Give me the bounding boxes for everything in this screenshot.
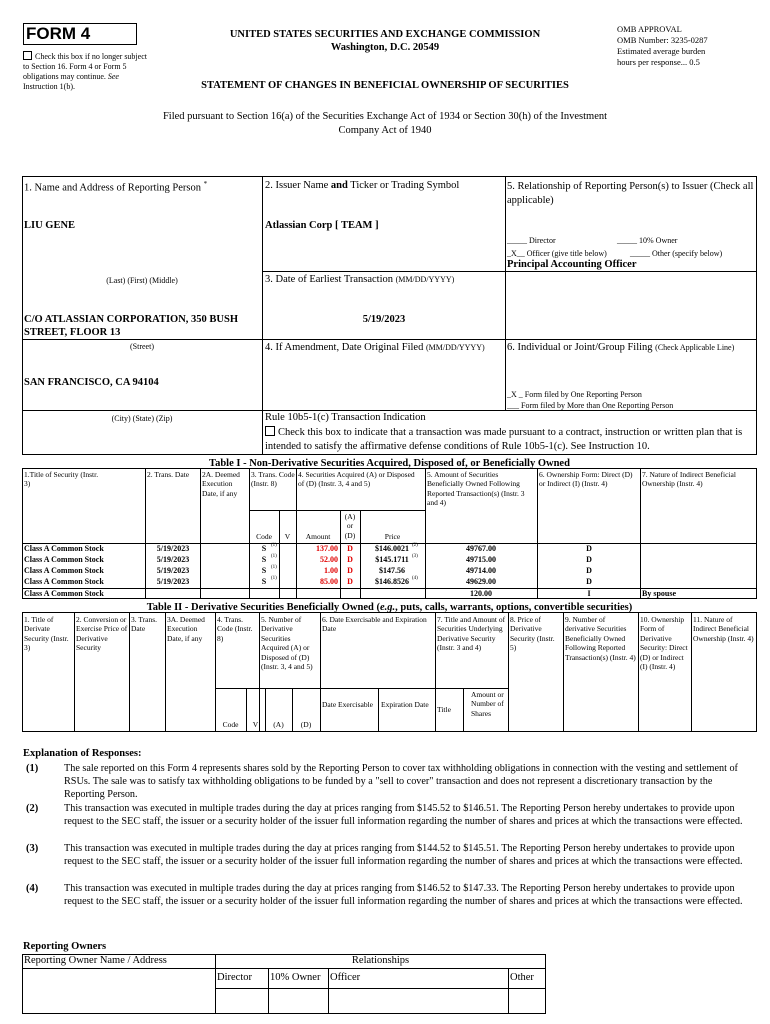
t1-row-title: Class A Common Stock [24,577,104,586]
owners-name-col: Reporting Owner Name / Address [24,955,167,966]
t1-row-date: 5/19/2023 [156,555,190,564]
t1-row-date: 5/19/2023 [156,577,190,586]
t1-row-owned: 49629.00 [466,577,496,586]
t1-row-price-footnote[interactable]: (3) [412,554,418,559]
street-address: C/O ATLASSIAN CORPORATION, 350 BUSH STREET, FLOOR 13 [24,314,239,339]
t1-row-owned: 49714.00 [466,566,496,575]
earliest-transaction-date: 5/19/2023 [362,314,406,325]
t1-row-nature: By spouse [642,589,677,598]
filing-label: 6. Individual or Joint/Group Filing (Check Applicable Line) [507,342,735,353]
t2-sub-amount: Amount or Number of Shares [471,690,504,718]
table1-title: Table I - Non-Derivative Securities Acquired, Disposed of, or Beneficially Owned [209,458,570,469]
t1-h6: 6. Ownership Form: Direct (D) or Indirect (I) (Instr. 4) [539,470,633,489]
t1-row-form: D [586,544,592,553]
t2-h7: 7. Title and Amount of Securities Underlying Derivative Security (Instr. 3 and 4) [437,615,506,653]
t1-h7: 7. Nature of Indirect Beneficial Ownership (Instr. 4) [642,470,736,489]
city-state-zip: SAN FRANCISCO, CA 94104 [24,377,159,388]
t1-row-price-footnote[interactable]: (4) [412,576,418,581]
t1-row-code-footnote[interactable]: (1) [271,554,277,559]
t2-h2: 2. Conversion or Exercise Price of Derivative Security [76,615,128,653]
t1-row-amount: 85.00 [320,577,338,586]
rule-10b5-checkbox[interactable] [265,426,275,436]
owners-relationships: Relationships [351,955,410,966]
t1-row-title: Class A Common Stock [24,589,104,598]
explanation-number: (2) [26,803,39,814]
instruction-ref: Instruction 1(b). [23,82,75,91]
table2-title: Table II - Derivative Securities Beneficially Owned (e.g., puts, calls, warrants, options, convertible securities) [146,602,633,613]
t2-h6: 6. Date Exercisable and Expiration Date [322,615,427,634]
t1-row-date: 5/19/2023 [156,566,190,575]
section16-checkbox-text: Check this box if no longer subject to Section 16. Form 4 or Form 5 obligations may continue. [23,52,147,81]
t1-row-code-footnote[interactable]: (1) [271,565,277,570]
filed-pursuant: Filed pursuant to Section 16(a) of the Securities Exchange Act of 1934 or Section 30(h) of the Investment Company Act of 1940 [162,111,608,136]
filing-one-person[interactable]: _X _ Form filed by One Reporting Person [507,390,642,399]
explanation-text: The sale reported on this Form 4 represents shares sold by the Reporting Person to cover tax withholding obligations in connection with the vesting and settlement of RSUs. The sale was to satisfy tax withholding obligations to be funded by a "sell to cover" transaction and does not represent a discretionary transaction by the Reporting Person. [64,763,738,800]
explanation-text: This transaction was executed in multiple trades during the day at prices ranging from $145.52 to $146.51. The Reporting Person hereby undertakes to provide upon request to the SEC staff, the issuer or a security holder of the issuer full information regarding the number of shares and prices at which the transactions were effected. [64,803,743,827]
section16-checkbox-block [23,51,151,92]
t1-row-aord: D [347,566,353,575]
t2-h11: 11. Nature of Indirect Beneficial Ownership (Instr. 4) [693,615,754,643]
t1-sub-amount: Amount [305,532,331,541]
ten-pct-owner-option[interactable]: _____ 10% Owner [617,236,678,245]
t1-h5: 5. Amount of Securities Beneficially Owned Following Reported Transaction(s) (Instr. 3 and 4) [427,470,525,508]
form-title: FORM 4 [26,24,91,43]
issuer-label: 2. Issuer Name and Ticker or Trading Symbol [265,180,460,191]
t2-h8: 8. Price of Derivative Security (Instr. 5) [510,615,555,653]
t1-row-price: $147.56 [379,566,405,575]
t2-h1: 1. Title of Derivate Security (Instr. 3) [24,615,69,653]
t1-sub-code: Code [256,532,272,541]
officer-title: Principal Accounting Officer [507,259,637,270]
t1-row-form: D [586,577,592,586]
t2-h10: 10. Ownership Form of Derivative Security: Direct (D) or Indirect (I) (Instr. 4) [640,615,688,671]
t1-h3: 3. Trans. Code (Instr. 8) [251,470,295,489]
t2-h4: 4. Trans. Code (Instr. 8) [217,615,253,643]
t1-row-code: S [261,577,267,586]
t1-row-code-footnote[interactable]: (1) [271,543,277,548]
relationship-label: 5. Relationship of Reporting Person(s) to Issuer (Check all applicable) [507,181,754,206]
t1-row-code: S [261,544,267,553]
t1-row-price: $146.0021 [375,544,409,553]
t1-row-price-footnote[interactable]: (2) [412,543,418,548]
t1-sub-aord: (A) or (D) [344,512,356,540]
owners-other: Other [510,972,534,983]
t1-row-code-footnote[interactable]: (1) [271,576,277,581]
issuer-name: Atlassian Corp [ TEAM ] [265,220,379,231]
statement-title: STATEMENT OF CHANGES IN BENEFICIAL OWNERSHIP OF SECURITIES [201,80,569,91]
owners-ten-pct: 10% Owner [270,972,321,983]
reporting-person-name: LIU GENE [24,220,76,231]
explanation-text: This transaction was executed in multiple trades during the day at prices ranging from $144.52 to $145.51. The Reporting Person hereby undertakes to provide upon request to the SEC staff, the issuer or a security holder of the issuer full information regarding the number of shares and prices at which the transactions were effected. [64,843,743,867]
rule-10b5-text-block [265,426,755,454]
director-option[interactable]: _____ Director [507,236,556,245]
t2-sub-date-ex: Date Exercisable [322,700,374,709]
explanation-number: (1) [26,763,39,774]
t1-row-code: S [261,555,267,564]
t2-h5: 5. Number of Derivative Securities Acquired (A) or Disposed of (D) (Instr. 3, 4 and 5) [261,615,313,671]
rule-10b5-text: Check this box to indicate that a transaction was made pursuant to a contract, instruction or written plan that is intended to satisfy the affirmative defense conditions of Rule 10b5-1(c). See Instruction 10. [265,427,743,453]
reporting-owners-title: Reporting Owners [23,941,107,952]
explanation-number: (3) [26,843,39,854]
earliest-transaction-label: 3. Date of Earliest Transaction (MM/DD/YYYY) [265,274,455,285]
t2-h3: 3. Trans. Date [131,615,158,634]
t2-sub-v: V [252,720,259,729]
other-option[interactable]: _____ Other (specify below) [630,249,723,258]
filing-more-persons[interactable]: ___ Form filed by More than One Reporting Person [507,401,674,410]
t1-h4: 4. Securities Acquired (A) or Disposed of (D) (Instr. 3, 4 and 5) [298,470,415,489]
t1-row-amount: 1.00 [324,566,338,575]
t1-row-aord: D [347,577,353,586]
t2-h9: 9. Number of derivative Securities Beneficially Owned Following Reported Transaction(s) (Instr. 4) [565,615,636,662]
t1-h2a: 2A. Deemed Execution Date, if any [202,470,240,498]
t2-sub-code: Code [222,720,239,729]
amendment-label: 4. If Amendment, Date Original Filed (MM/DD/YYYY) [265,342,485,353]
t1-sub-price: Price [384,532,401,541]
explanation-number: (4) [26,883,39,894]
t1-row-owned: 49767.00 [466,544,496,553]
street-label: (Street) [130,342,154,351]
t2-sub-d: (D) [300,720,312,729]
owners-officer: Officer [330,972,361,983]
agency-location: Washington, D.C. 20549 [330,42,440,53]
t1-row-price: $145.1711 [375,555,409,564]
t1-row-owned: 49715.00 [466,555,496,564]
omb-approval [617,24,757,68]
explanation-text: This transaction was executed in multiple trades during the day at prices ranging from $146.52 to $147.33. The Reporting Person hereby undertakes to provide upon request to the SEC staff, the issuer or a security holder of the issuer full information regarding the number of shares and prices at which the transactions were effected. [64,883,743,907]
omb-hours: hours per response... 0.5 [617,57,700,68]
officer-option[interactable]: _X__ Officer (give title below) [507,249,607,258]
agency-title: UNITED STATES SECURITIES AND EXCHANGE COMMISSION [229,29,541,40]
t1-row-owned: 120.00 [470,589,492,598]
t2-sub-a: (A) [273,720,284,729]
last-first-middle-label: (Last) (First) (Middle) [106,276,178,285]
t1-row-amount: 52.00 [320,555,338,564]
t1-h1: 1.Title of Security (Instr. 3) [24,470,99,489]
t1-row-aord: D [347,555,353,564]
t1-row-title: Class A Common Stock [24,566,104,575]
reporting-person-label: 1. Name and Address of Reporting Person * [24,180,208,194]
t1-row-title: Class A Common Stock [24,555,104,564]
omb-number: OMB Number: 3235-0287 [617,35,708,46]
t1-h2: 2. Trans. Date [147,470,190,479]
t1-row-amount: 137.00 [316,544,338,553]
rule-10b5-label: Rule 10b5-1(c) Transaction Indication [265,412,426,423]
owners-director: Director [217,972,252,983]
t1-row-form: I [587,589,591,598]
t1-row-date: 5/19/2023 [156,544,190,553]
t2-h3a: 3A. Deemed Execution Date, if any [167,615,205,643]
section16-checkbox[interactable] [23,51,32,60]
t1-row-title: Class A Common Stock [24,544,104,553]
city-label: (City) (State) (Zip) [111,414,173,423]
t2-sub-exp: Expiration Date [381,700,429,709]
omb-burden: Estimated average burden [617,46,706,57]
see-text: See [107,72,119,81]
t1-row-code: S [261,566,267,575]
t2-sub-title: Title [437,705,451,714]
t1-row-form: D [586,555,592,564]
omb-title: OMB APPROVAL [617,24,682,34]
t1-row-form: D [586,566,592,575]
t1-row-aord: D [347,544,353,553]
explanation-title: Explanation of Responses: [23,748,142,759]
t1-row-price: $146.8526 [375,577,409,586]
t1-sub-v: V [284,532,291,541]
